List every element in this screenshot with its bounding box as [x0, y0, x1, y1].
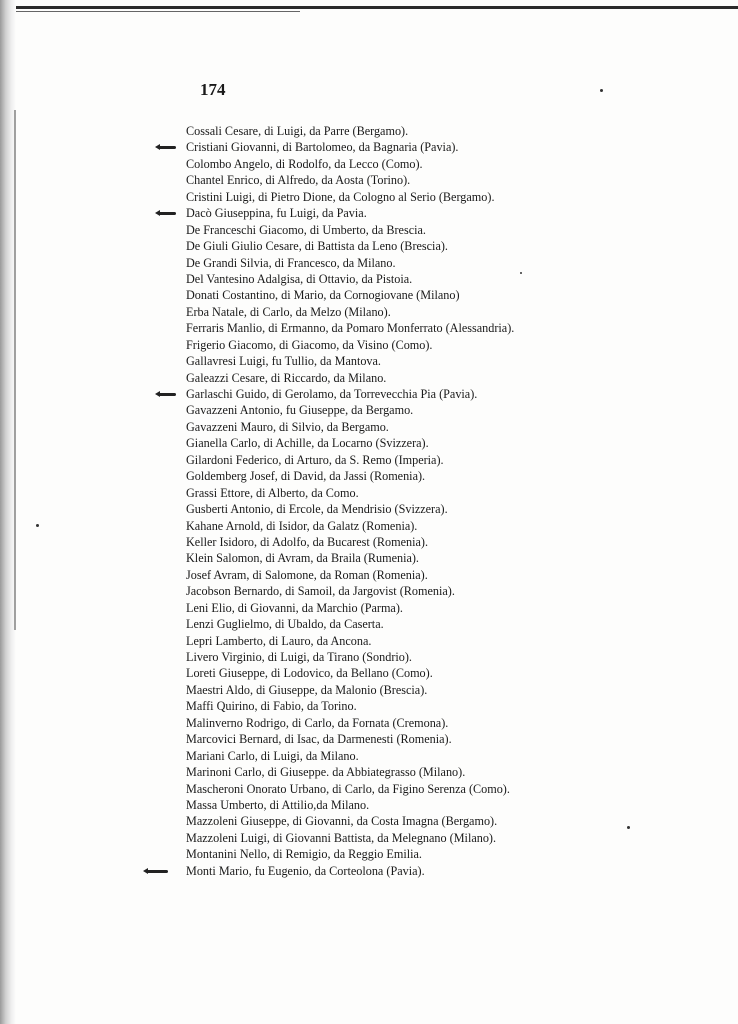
pointing-hand-marker-icon — [146, 870, 168, 873]
entry-text: Erba Natale, di Carlo, da Melzo (Milano). — [186, 304, 391, 319]
list-item — [186, 567, 646, 583]
entry-text: Cossali Cesare, di Luigi, da Parre (Bergamo). — [186, 124, 409, 138]
list-item — [186, 485, 646, 501]
list-item — [186, 583, 646, 599]
list-item — [186, 649, 646, 665]
pointing-hand-marker-icon — [158, 146, 176, 149]
entry-text: Cristiani Giovanni, di Bartolomeo, da Bagnaria (Pavia). — [186, 140, 459, 155]
ink-speck — [520, 272, 522, 274]
entry-text: Loreti Giuseppe, di Lodovico, da Bellano (Como). — [186, 666, 433, 681]
list-item — [186, 402, 646, 418]
top-border-thin-rule — [0, 11, 300, 12]
entry-text: Gallavresi Luigi, fu Tullio, da Mantova. — [186, 354, 381, 369]
entry-text: Cristini Luigi, di Pietro Dione, da Cologno al Serio (Bergamo). — [186, 189, 495, 204]
entry-text: Maestri Aldo, di Giuseppe, da Malonio (Brescia). — [186, 682, 428, 697]
list-item — [186, 435, 646, 451]
entry-text: Keller Isidoro, di Adolfo, da Bucarest (Romenia). — [186, 534, 428, 549]
list-item — [186, 386, 646, 402]
list-item — [186, 189, 646, 205]
name-list — [186, 123, 646, 879]
entry-text: Mascheroni Onorato Urbano, di Carlo, da Figino Serenza (Como). — [186, 781, 510, 796]
entry-text: Klein Salomon, di Avram, da Braila (Rumenia). — [186, 551, 419, 566]
entry-text: De Grandi Silvia, di Francesco, da Milano. — [186, 255, 396, 270]
entry-text: Mariani Carlo, di Luigi, da Milano. — [186, 748, 359, 763]
list-item — [186, 863, 646, 879]
list-item — [186, 271, 646, 287]
list-item — [186, 287, 646, 303]
entry-text: Garlaschi Guido, di Gerolamo, da Torrevecchia Pia (Pavia). — [186, 387, 478, 401]
entry-text: Frigerio Giacomo, di Giacomo, da Visino (Como). — [186, 337, 433, 352]
entry-text: Marinoni Carlo, di Giuseppe. da Abbiategrasso (Milano). — [186, 765, 466, 780]
entry-text: Mazzoleni Luigi, di Giovanni Battista, da Melegnano (Milano). — [186, 830, 497, 845]
entry-text: Donati Costantino, di Mario, da Cornogiovane (Milano) — [186, 288, 460, 303]
list-item — [186, 633, 646, 649]
list-item — [186, 665, 646, 681]
entry-text: Montanini Nello, di Remigio, da Reggio Emilia. — [186, 847, 422, 862]
entry-text: Dacò Giuseppina, fu Luigi, da Pavia. — [186, 206, 367, 221]
entry-text: Gilardoni Federico, di Arturo, da S. Remo (Imperia). — [186, 452, 444, 467]
list-item — [186, 616, 646, 632]
ink-speck — [600, 89, 603, 92]
list-item — [186, 518, 646, 534]
list-item — [186, 468, 646, 484]
entry-text: De Giuli Giulio Cesare, di Battista da Leno (Brescia). — [186, 239, 448, 254]
list-item — [186, 781, 646, 797]
entry-text: Gavazzeni Mauro, di Silvio, da Bergamo. — [186, 419, 389, 434]
list-item — [186, 255, 646, 271]
entry-text: De Franceschi Giacomo, di Umberto, da Brescia. — [186, 222, 426, 237]
entry-text: Colombo Angelo, di Rodolfo, da Lecco (Como). — [186, 156, 423, 171]
list-item — [186, 123, 646, 139]
list-item — [186, 797, 646, 813]
pointing-hand-marker-icon — [158, 393, 176, 396]
list-item — [186, 813, 646, 829]
entry-text: Gavazzeni Antonio, fu Giuseppe, da Bergamo. — [186, 403, 414, 418]
list-item — [186, 156, 646, 172]
list-item — [186, 370, 646, 386]
entry-text: Gusberti Antonio, di Ercole, da Mendrisio (Svizzera). — [186, 502, 448, 517]
list-item — [186, 748, 646, 764]
entry-text: Galeazzi Cesare, di Riccardo, da Milano. — [186, 370, 387, 385]
entry-text: Leni Elio, di Giovanni, da Marchio (Parma). — [186, 600, 403, 615]
list-item — [186, 698, 646, 714]
list-item — [186, 550, 646, 566]
entry-text: Mazzoleni Giuseppe, di Giovanni, da Costa Imagna (Bergamo). — [186, 814, 498, 829]
list-item — [186, 715, 646, 731]
entry-text: Grassi Ettore, di Alberto, da Como. — [186, 485, 359, 500]
pointing-hand-marker-icon — [158, 212, 176, 215]
entry-text: Maffi Quirino, di Fabio, da Torino. — [186, 699, 357, 714]
list-item — [186, 731, 646, 747]
list-item — [186, 419, 646, 435]
list-item — [186, 764, 646, 780]
top-border-rule — [0, 6, 738, 9]
entry-text: Ferraris Manlio, di Ermanno, da Pomaro Monferrato (Alessandria). — [186, 321, 515, 336]
entry-text: Kahane Arnold, di Isidor, da Galatz (Romenia). — [186, 518, 418, 533]
list-item — [186, 205, 646, 221]
list-item — [186, 501, 646, 517]
list-item — [186, 139, 646, 155]
entry-text: Marcovici Bernard, di Isac, da Darmenesti (Romenia). — [186, 732, 452, 747]
list-item — [186, 682, 646, 698]
entry-text: Josef Avram, di Salomone, da Roman (Romenia). — [186, 567, 428, 582]
entry-text: Goldemberg Josef, di David, da Jassi (Romenia). — [186, 469, 426, 484]
list-item — [186, 222, 646, 238]
list-item — [186, 337, 646, 353]
entry-text: Jacobson Bernardo, di Samoil, da Jargovist (Romenia). — [186, 584, 455, 599]
entry-text: Malinverno Rodrigo, di Carlo, da Fornata (Cremona). — [186, 715, 449, 730]
entry-text: Monti Mario, fu Eugenio, da Corteolona (Pavia). — [186, 863, 425, 878]
page-number: 174 — [200, 80, 226, 99]
list-item — [186, 353, 646, 369]
entry-text: Gianella Carlo, di Achille, da Locarno (Svizzera). — [186, 436, 429, 451]
entry-text: Livero Virginio, di Luigi, da Tirano (Sondrio). — [186, 650, 412, 664]
ink-speck — [627, 826, 630, 829]
list-item — [186, 600, 646, 616]
list-item — [186, 830, 646, 846]
entry-text: Massa Umberto, di Attilio,da Milano. — [186, 797, 370, 812]
list-item — [186, 172, 646, 188]
list-item — [186, 846, 646, 862]
list-item — [186, 238, 646, 254]
binding-edge-line — [14, 110, 16, 630]
list-item — [186, 304, 646, 320]
entry-text: Chantel Enrico, di Alfredo, da Aosta (Torino). — [186, 173, 411, 188]
ink-speck — [36, 524, 39, 527]
entry-text: Lenzi Guglielmo, di Ubaldo, da Caserta. — [186, 617, 384, 632]
list-item — [186, 452, 646, 468]
entry-text: Del Vantesino Adalgisa, di Ottavio, da Pistoia. — [186, 271, 413, 286]
entry-text: Lepri Lamberto, di Lauro, da Ancona. — [186, 633, 372, 648]
list-item — [186, 534, 646, 550]
list-item — [186, 320, 646, 336]
